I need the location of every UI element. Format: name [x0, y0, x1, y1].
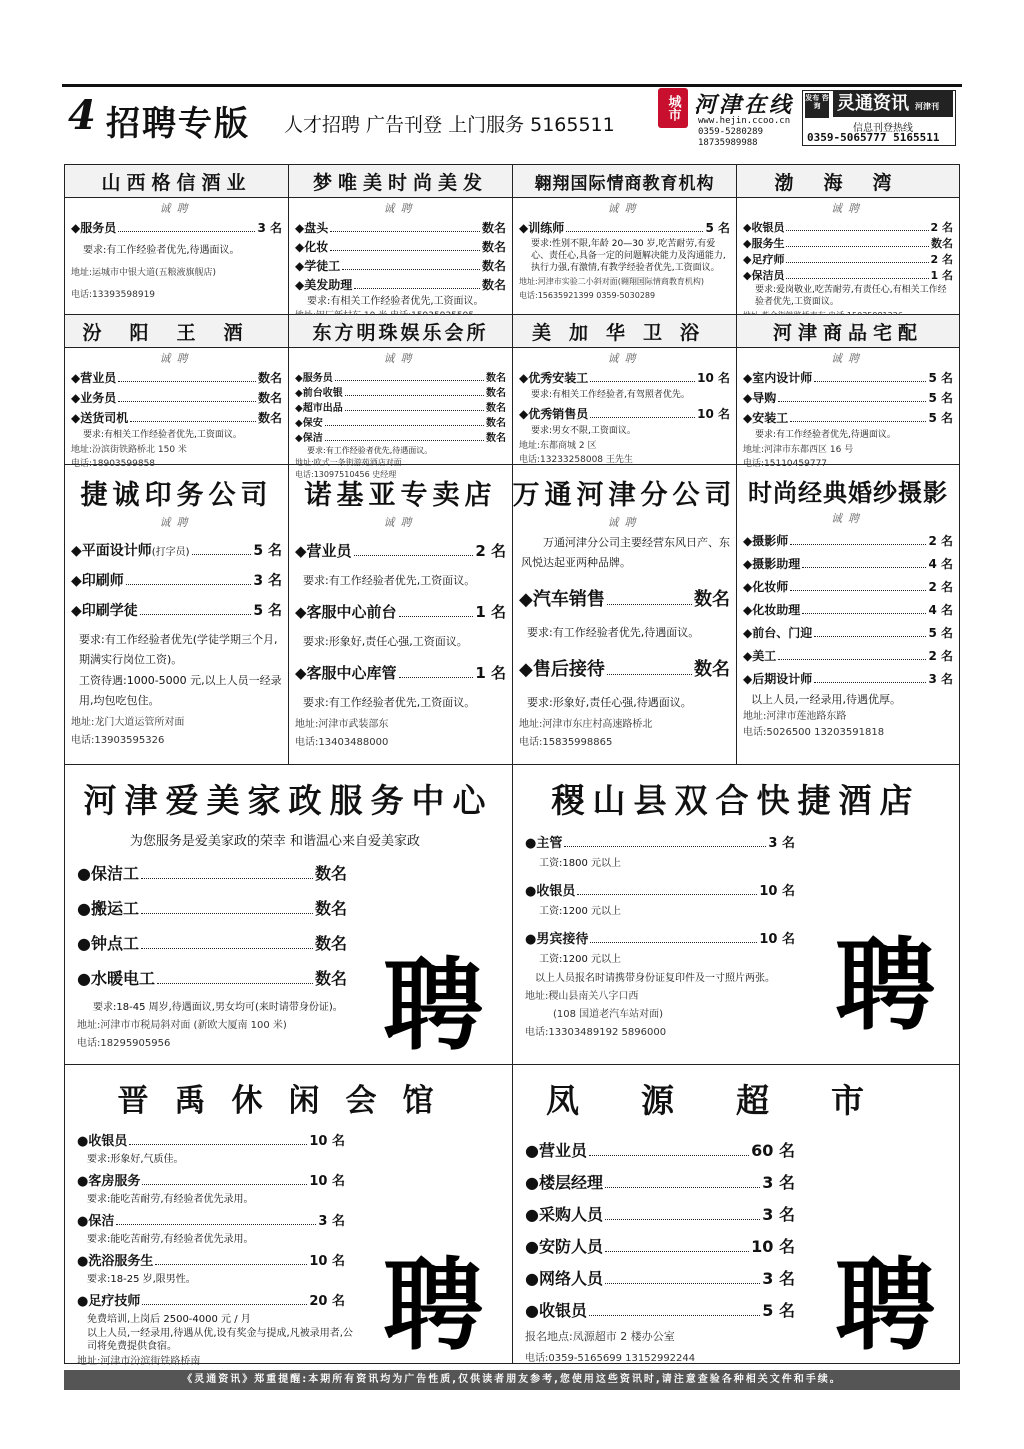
pay-info: 工资:1200 元以上: [539, 954, 621, 965]
job-row: [525, 1234, 795, 1257]
job-name: ◆送货司机: [71, 411, 129, 425]
job-row: [743, 670, 953, 687]
job-row: [77, 1130, 345, 1149]
company-intro: 万通河津分公司主要经营东风日产、东风悦达起亚两种品牌。: [521, 536, 730, 569]
job-name: ●水暖电工: [77, 969, 155, 988]
page-subtitle: 人才招聘 广告刊登 上门服务 5165511: [284, 114, 615, 136]
top-rule: [62, 84, 962, 87]
slogan: 为您服务是爱美家政的荣幸 和谐温心来自爱美家政: [129, 834, 421, 849]
address: 地址:汾滨街铁路桥北 150 米: [71, 445, 187, 455]
hiring-label: 诚聘: [607, 516, 642, 529]
job-count: 2 名: [930, 253, 953, 266]
job-row: [295, 399, 506, 414]
job-count: 2 名: [928, 649, 953, 663]
job-row: [525, 1202, 795, 1225]
job-name: ◆平面设计师: [71, 543, 152, 559]
job-name: ●楼层经理: [525, 1173, 603, 1192]
ad-fenyang-wang: [65, 315, 289, 469]
job-name: ◆汽车销售: [519, 589, 605, 610]
job-row: [743, 267, 953, 283]
job-count: 2 名: [930, 221, 953, 234]
hiring-label: 诚聘: [159, 352, 194, 365]
job-name: ◆前台、门迎: [743, 626, 813, 640]
ad-shishang-wedding-photo: [737, 465, 959, 765]
job-row: [525, 1170, 795, 1193]
ad-title: 汾阳王酒: [65, 315, 288, 348]
job-count: 60 名: [751, 1141, 795, 1160]
job-name: ●男宾接待: [525, 932, 589, 947]
job-count: 数名: [481, 259, 506, 273]
job-row: [743, 219, 953, 235]
city-seal-logo: 城市: [658, 88, 688, 128]
job-name: ●采购人员: [525, 1205, 603, 1224]
job-row: [743, 251, 953, 267]
job-name: ●保洁: [77, 1214, 115, 1229]
job-name: ◆客服中心库管: [295, 664, 397, 682]
ad-title: 凤源超市: [546, 1081, 926, 1120]
job-count: 10 名: [759, 932, 795, 947]
brand-edition: 河津刊: [915, 102, 939, 111]
phone: 电话:13403488000: [295, 737, 389, 748]
address: 地址:欧式一条街游苑酒店对面: [295, 458, 402, 467]
job-count: 5 名: [762, 1301, 795, 1320]
job-name: ◆客服中心前台: [295, 603, 397, 621]
job-row: [519, 219, 730, 236]
ad-title: 渤海湾: [737, 165, 959, 198]
job-row: [525, 1138, 795, 1161]
job-count: 数名: [486, 373, 506, 384]
page-header: [62, 92, 962, 152]
ad-wantong-hejin: [513, 465, 737, 765]
requirement: 以上人员报名时请携带身份证复印件及一寸照片两张。: [535, 973, 775, 984]
requirement: 要求:有相关工作经验者优先,工资面议。: [307, 296, 484, 307]
job-count: 10 名: [309, 1254, 345, 1269]
job-row: [295, 384, 506, 399]
job-row: [519, 655, 730, 681]
requirement: 要求:18-45 周岁,待遇面议,男女均可(来时请带身份证)。: [93, 1002, 343, 1013]
job-name: ●洗浴服务生: [77, 1254, 154, 1269]
job-name: ◆收银员: [743, 221, 785, 234]
job-row: [519, 585, 730, 611]
job-count: 3 名: [762, 1173, 795, 1192]
hiring-label: 诚聘: [831, 512, 865, 525]
job-name: ◆摄影师: [743, 534, 789, 548]
address: 报名地点:凤源超市 2 楼办公室: [525, 1330, 675, 1343]
job-name: ●收银员: [525, 1301, 587, 1320]
address: 地址:河津市东庄村高速路桥北: [519, 719, 653, 730]
phone: 电话:13233258008 王先生: [519, 455, 633, 465]
pin-character: 聘: [383, 946, 483, 1064]
requirement: 要求:爱岗敬业,吃苦耐劳,有责任心,有相关工作经验者优先,工资面议。: [755, 285, 947, 307]
logo-name: 河津在线: [694, 92, 795, 118]
job-count: 数名: [694, 589, 730, 610]
job-count: 5 名: [928, 411, 953, 425]
requirement: 要求:形象好,责任心强,待遇面议。: [527, 696, 692, 709]
job-row: [71, 570, 282, 590]
job-row: [295, 238, 506, 255]
job-row: [77, 861, 347, 884]
job-name: ◆美工: [743, 649, 777, 663]
job-count: 数名: [314, 864, 347, 883]
hiring-label: 诚聘: [607, 352, 642, 365]
job-row: [295, 276, 506, 293]
job-count: 数名: [257, 371, 282, 385]
job-row: [743, 389, 953, 406]
phone: 电话:13097510456 史经理: [295, 470, 397, 479]
job-row: [525, 880, 795, 899]
job-row: [71, 409, 282, 426]
address: 地址:河津市武装部东: [295, 719, 389, 730]
job-count: 数名: [257, 411, 282, 425]
requirement: 要求:男女不限,工资面议。: [531, 426, 636, 436]
ad-title: 河津爱美家政服务中心: [83, 781, 494, 820]
pay-info: 工资待遇:1000-5000 元,以上人员一经录用,均包吃包住。: [79, 674, 282, 707]
job-name: ◆保安: [295, 418, 323, 429]
job-count: 10 名: [697, 407, 730, 421]
job-name: ●收银员: [77, 1134, 128, 1149]
ad-title: 稷山县双合快捷酒店: [551, 781, 921, 820]
job-name: ◆印刷师: [71, 573, 124, 589]
job-name: ◆安装工: [743, 411, 789, 425]
ad-title: 东方明珠娱乐会所: [289, 315, 512, 348]
phone: 电话:13903595326: [71, 735, 165, 746]
job-count: 3 名: [768, 836, 795, 851]
job-name: ◆超市出品: [295, 403, 343, 414]
job-row: [77, 1170, 345, 1189]
pay-info: 工资:1200 元以上: [539, 906, 621, 917]
job-name: ◆室内设计师: [743, 371, 813, 385]
job-name: ◆业务员: [71, 391, 117, 405]
job-count: 数名: [481, 240, 506, 254]
job-row: [295, 369, 506, 384]
job-count: 10 名: [759, 884, 795, 899]
phone: 电话:15635921399 0359-5030289: [519, 291, 656, 300]
ad-title: 梦唯美时尚美发: [289, 165, 512, 198]
job-name: ◆服务员: [71, 221, 117, 235]
hiring-label: 诚聘: [159, 202, 194, 215]
job-count: 3 名: [257, 221, 282, 235]
job-name: ◆摄影助理: [743, 557, 801, 571]
ad-title: 捷诚印务公司: [80, 480, 273, 511]
job-count: 2 名: [475, 542, 506, 560]
job-row: [743, 601, 953, 618]
ad-title: 山西格信酒业: [65, 165, 288, 198]
job-name: ◆保洁: [295, 433, 323, 444]
job-row: [525, 928, 795, 947]
brand-box: [802, 90, 956, 146]
job-row: [519, 405, 730, 422]
requirement: 要求:形象好,责任心强,工资面议。: [303, 635, 468, 648]
job-count: 数名: [481, 221, 506, 235]
job-row: [77, 896, 347, 919]
ads-grid: [64, 164, 960, 1367]
ad-nokia-store: [289, 465, 513, 765]
requirement: 要求:有工作经验者优先,工资面议。: [303, 574, 476, 587]
job-name: ◆化妆师: [743, 580, 789, 594]
phone: 电话:13303489192 5896000: [525, 1027, 667, 1038]
job-count: 数名: [257, 391, 282, 405]
requirement: 要求:有工作经验者优先,待遇面议。: [527, 626, 700, 639]
logo-url[interactable]: www.hejin.ccoo.cn: [698, 116, 791, 126]
pin-character: 聘: [835, 926, 935, 1044]
job-name: ●保洁工: [77, 864, 139, 883]
requirement: 要求:有相关工作经验者优先,工资面议。: [83, 430, 242, 440]
requirement: 要求:性别不限,年龄 20—30 岁,吃苦耐劳,有爱心、责任心,具备一定的问题解决能力及沟通能力,执行力强,有激情,有教学经验者优先,工资面议。: [531, 239, 726, 273]
requirement: 要求:形象好,气质佳。: [87, 1154, 184, 1165]
job-name: ◆优秀销售员: [519, 407, 589, 421]
job-count: 数名: [486, 418, 506, 429]
job-row: [743, 624, 953, 641]
address: 地址:稷山县南关八字口西: [525, 991, 639, 1002]
ad-title: 翱翔国际情商教育机构: [513, 165, 736, 198]
logo-tel1: 0359-5280289: [698, 127, 764, 137]
job-count: 10 名: [751, 1237, 795, 1256]
brand-name-text: 灵通资讯: [837, 93, 909, 114]
job-count: 5 名: [253, 543, 282, 559]
job-row: [295, 414, 506, 429]
job-name: ◆营业员: [71, 371, 117, 385]
job-row: [77, 931, 347, 954]
job-name: ◆前台收银: [295, 388, 343, 399]
address: 地址:河津市市税局斜对面 (新欧大厦南 100 米): [77, 1020, 287, 1031]
job-row: [525, 1298, 795, 1321]
job-name: ●足疗技师: [77, 1294, 141, 1309]
ad-bohaiwan: [737, 165, 959, 315]
job-count: 4 名: [928, 557, 953, 571]
job-count: 1 名: [475, 664, 506, 682]
job-row: [743, 578, 953, 595]
ad-aimei-housekeeping: [65, 765, 513, 1065]
job-row: [295, 219, 506, 236]
brand-tag: 发布 咨询: [805, 93, 829, 118]
job-count: 10 名: [697, 371, 730, 385]
job-row: [71, 369, 282, 386]
job-name: ●主管: [525, 836, 563, 851]
job-row: [743, 532, 953, 549]
ad-title: 时尚经典婚纱摄影: [748, 478, 948, 507]
job-count: 3 名: [253, 573, 282, 589]
page-number: 4: [68, 92, 96, 139]
job-count: 数名: [694, 659, 730, 680]
job-name: ◆学徒工: [295, 259, 341, 273]
brand-hotline-numbers: 0359-5065777 5165511: [807, 131, 940, 144]
requirement: 免费培训,上岗后 2500-4000 元 / 月: [87, 1314, 251, 1325]
ad-aoxiang-education: [513, 165, 737, 315]
job-count: 数名: [486, 433, 506, 444]
address: 地址:河津市莲池路东路: [743, 711, 847, 722]
job-name: ◆化妆助理: [743, 603, 801, 617]
job-name: ◆训练师: [519, 221, 565, 235]
requirement: 要求:有工作经验者优先(学徒学期三个月,期满实行岗位工资)。: [79, 633, 278, 666]
job-name: ◆印刷学徒: [71, 603, 138, 619]
ad-hejin-zhaipei: [737, 315, 959, 469]
phone: 电话:15110459777: [743, 459, 828, 469]
requirement: 要求:有工作经验者优先,待遇面议。: [755, 430, 896, 440]
job-count: 数名: [481, 278, 506, 292]
requirement: 以上人员,一经录用,待遇优厚。: [751, 693, 901, 706]
job-count: 5 名: [928, 371, 953, 385]
job-name: ◆营业员: [295, 542, 352, 560]
ad-shuanghe-hotel: [513, 765, 959, 1065]
address: 地址:运城市中银大道(五粮液旗舰店): [71, 268, 217, 278]
requirement: 要求:有工作经验者优先,待遇面议。: [83, 245, 240, 256]
job-row: [295, 540, 506, 561]
job-row: [77, 1290, 345, 1309]
ad-fengyuan-supermarket: [513, 1065, 959, 1363]
job-row: [77, 1210, 345, 1229]
requirement: 要求:能吃苦耐劳,有经验者优先录用。: [87, 1234, 254, 1245]
job-count: 3 名: [762, 1269, 795, 1288]
hiring-label: 诚聘: [831, 202, 865, 215]
job-row: [77, 966, 347, 989]
job-name: ●营业员: [525, 1141, 587, 1160]
job-name: ◆保洁员: [743, 269, 785, 282]
ad-title: 晋禹休闲会馆: [117, 1083, 460, 1119]
job-name: ◆导购: [743, 391, 777, 405]
job-count: 数名: [486, 403, 506, 414]
hiring-label: 诚聘: [383, 516, 418, 529]
requirement: 要求:18-25 岁,限男性。: [87, 1274, 196, 1285]
address: 地址:河津市东都西区 16 号: [743, 445, 854, 455]
phone: 电话:0359-5165699 13152992244: [525, 1353, 696, 1364]
job-count: 10 名: [309, 1174, 345, 1189]
logo-info: [698, 116, 790, 149]
job-name: ◆化妆: [295, 240, 329, 254]
address-note: (108 国道老汽车站对面): [553, 1009, 664, 1020]
ad-meijiahua: [513, 315, 737, 465]
requirement: 要求:有工作经验者优先,工资面议。: [303, 696, 476, 709]
job-count: 数名: [486, 388, 506, 399]
job-name: ◆后期设计师: [743, 672, 813, 686]
job-count: 1 名: [475, 603, 506, 621]
job-row: [77, 1250, 345, 1269]
ad-mengweimei: [289, 165, 513, 315]
hiring-label: 诚聘: [831, 352, 865, 365]
logo-tel2: 18735989988: [698, 138, 758, 148]
phone: 电话:13393598919: [71, 290, 156, 300]
job-name: ●钟点工: [77, 934, 139, 953]
job-name: ●客房服务: [77, 1174, 141, 1189]
job-count: 2 名: [928, 534, 953, 548]
pay-info: 工资:1800 元以上: [539, 858, 621, 869]
job-note: (打字员): [151, 547, 190, 558]
job-count: 数名: [314, 969, 347, 988]
ad-title: 美加华卫浴: [513, 315, 736, 348]
ad-jiecheng-printing: [65, 465, 289, 765]
hiring-label: 诚聘: [607, 202, 642, 215]
phone: 电话:15835998865: [519, 737, 613, 748]
job-name: ◆优秀安装工: [519, 371, 589, 385]
pin-character: 聘: [835, 1246, 935, 1364]
hiring-label: 诚聘: [383, 352, 418, 365]
job-count: 数名: [314, 934, 347, 953]
job-row: [519, 369, 730, 386]
job-name: ●安防人员: [525, 1237, 603, 1256]
ad-title: 诺基亚专卖店: [304, 480, 497, 511]
job-count: 5 名: [928, 391, 953, 405]
ad-dongfang-mingzhu: [289, 315, 513, 479]
phone: 电话:18903599858: [71, 459, 156, 469]
job-row: [71, 540, 282, 560]
brand-hotline-label: 信息刊登热线: [853, 123, 913, 134]
job-name: ●搬运工: [77, 899, 139, 918]
job-row: [295, 662, 506, 683]
job-count: 3 名: [318, 1214, 345, 1229]
job-name: ◆服务员: [295, 373, 333, 384]
job-name: ◆服务生: [743, 237, 785, 250]
address: 地址:河津市汾滨街铁路桥南: [77, 1356, 201, 1367]
job-row: [743, 369, 953, 386]
hiring-label: 诚聘: [383, 202, 418, 215]
job-count: 2 名: [928, 580, 953, 594]
job-name: ◆足疗师: [743, 253, 785, 266]
job-count: 3 名: [762, 1205, 795, 1224]
job-row: [71, 389, 282, 406]
requirement: 要求:有相关工作经验者,有驾照者优先。: [531, 390, 690, 400]
ad-jinyu-club: [65, 1065, 513, 1367]
job-name: ◆盘头: [295, 221, 329, 235]
job-row: [71, 600, 282, 620]
phone: 电话:5026500 13203591818: [743, 727, 885, 738]
footer-disclaimer: 《灵通资讯》郑重提醒:本期所有资讯均为广告性质,仅供读者朋友参考,您使用这些资讯时,请注意查验各种相关文件和手续。: [64, 1370, 960, 1390]
job-count: 5 名: [928, 626, 953, 640]
job-count: 20 名: [309, 1294, 345, 1309]
address: 地址:龙门大道运管所对面: [71, 717, 185, 728]
address: 地址:东都商城 2 区: [519, 441, 597, 451]
job-name: ●收银员: [525, 884, 576, 899]
job-row: [743, 555, 953, 572]
ad-title: 万通河津分公司: [512, 480, 737, 511]
job-row: [295, 601, 506, 622]
job-row: [295, 257, 506, 274]
job-name: ◆美发助理: [295, 278, 353, 292]
hiring-label: 诚聘: [159, 516, 194, 529]
job-count: 4 名: [928, 603, 953, 617]
job-count: 1 名: [930, 269, 953, 282]
page-title: 招聘专版: [106, 104, 250, 144]
ad-title: 河津商品宅配: [737, 315, 959, 348]
job-count: 数名: [314, 899, 347, 918]
requirement: 要求:有工作经验者优先,待遇面议。: [307, 446, 433, 455]
job-row: [295, 429, 506, 444]
brand-name: [833, 91, 953, 117]
job-count: 数名: [931, 237, 953, 250]
job-count: 5 名: [253, 603, 282, 619]
extra-info: 以上人员,一经录用,待遇从优,设有奖金与提成,凡被录用者,公司将免费提供食宿。: [87, 1328, 353, 1352]
ad-shanxi-gexin: [65, 165, 289, 315]
job-name: ●网络人员: [525, 1269, 603, 1288]
job-row: [71, 219, 282, 236]
pin-character: 聘: [383, 1246, 483, 1364]
phone: 电话:18295905956: [77, 1038, 171, 1049]
job-count: 10 名: [309, 1134, 345, 1149]
address: 地址:河津市实验二小斜对面(翱翔国际情商教育机构): [519, 277, 704, 286]
job-row: [743, 409, 953, 426]
requirement: 要求:能吃苦耐劳,有经验者优先录用。: [87, 1194, 254, 1205]
job-row: [743, 235, 953, 251]
job-count: 3 名: [928, 672, 953, 686]
job-row: [743, 647, 953, 664]
job-name: ◆售后接待: [519, 659, 605, 680]
job-row: [525, 832, 795, 851]
job-count: 5 名: [705, 221, 730, 235]
job-row: [525, 1266, 795, 1289]
